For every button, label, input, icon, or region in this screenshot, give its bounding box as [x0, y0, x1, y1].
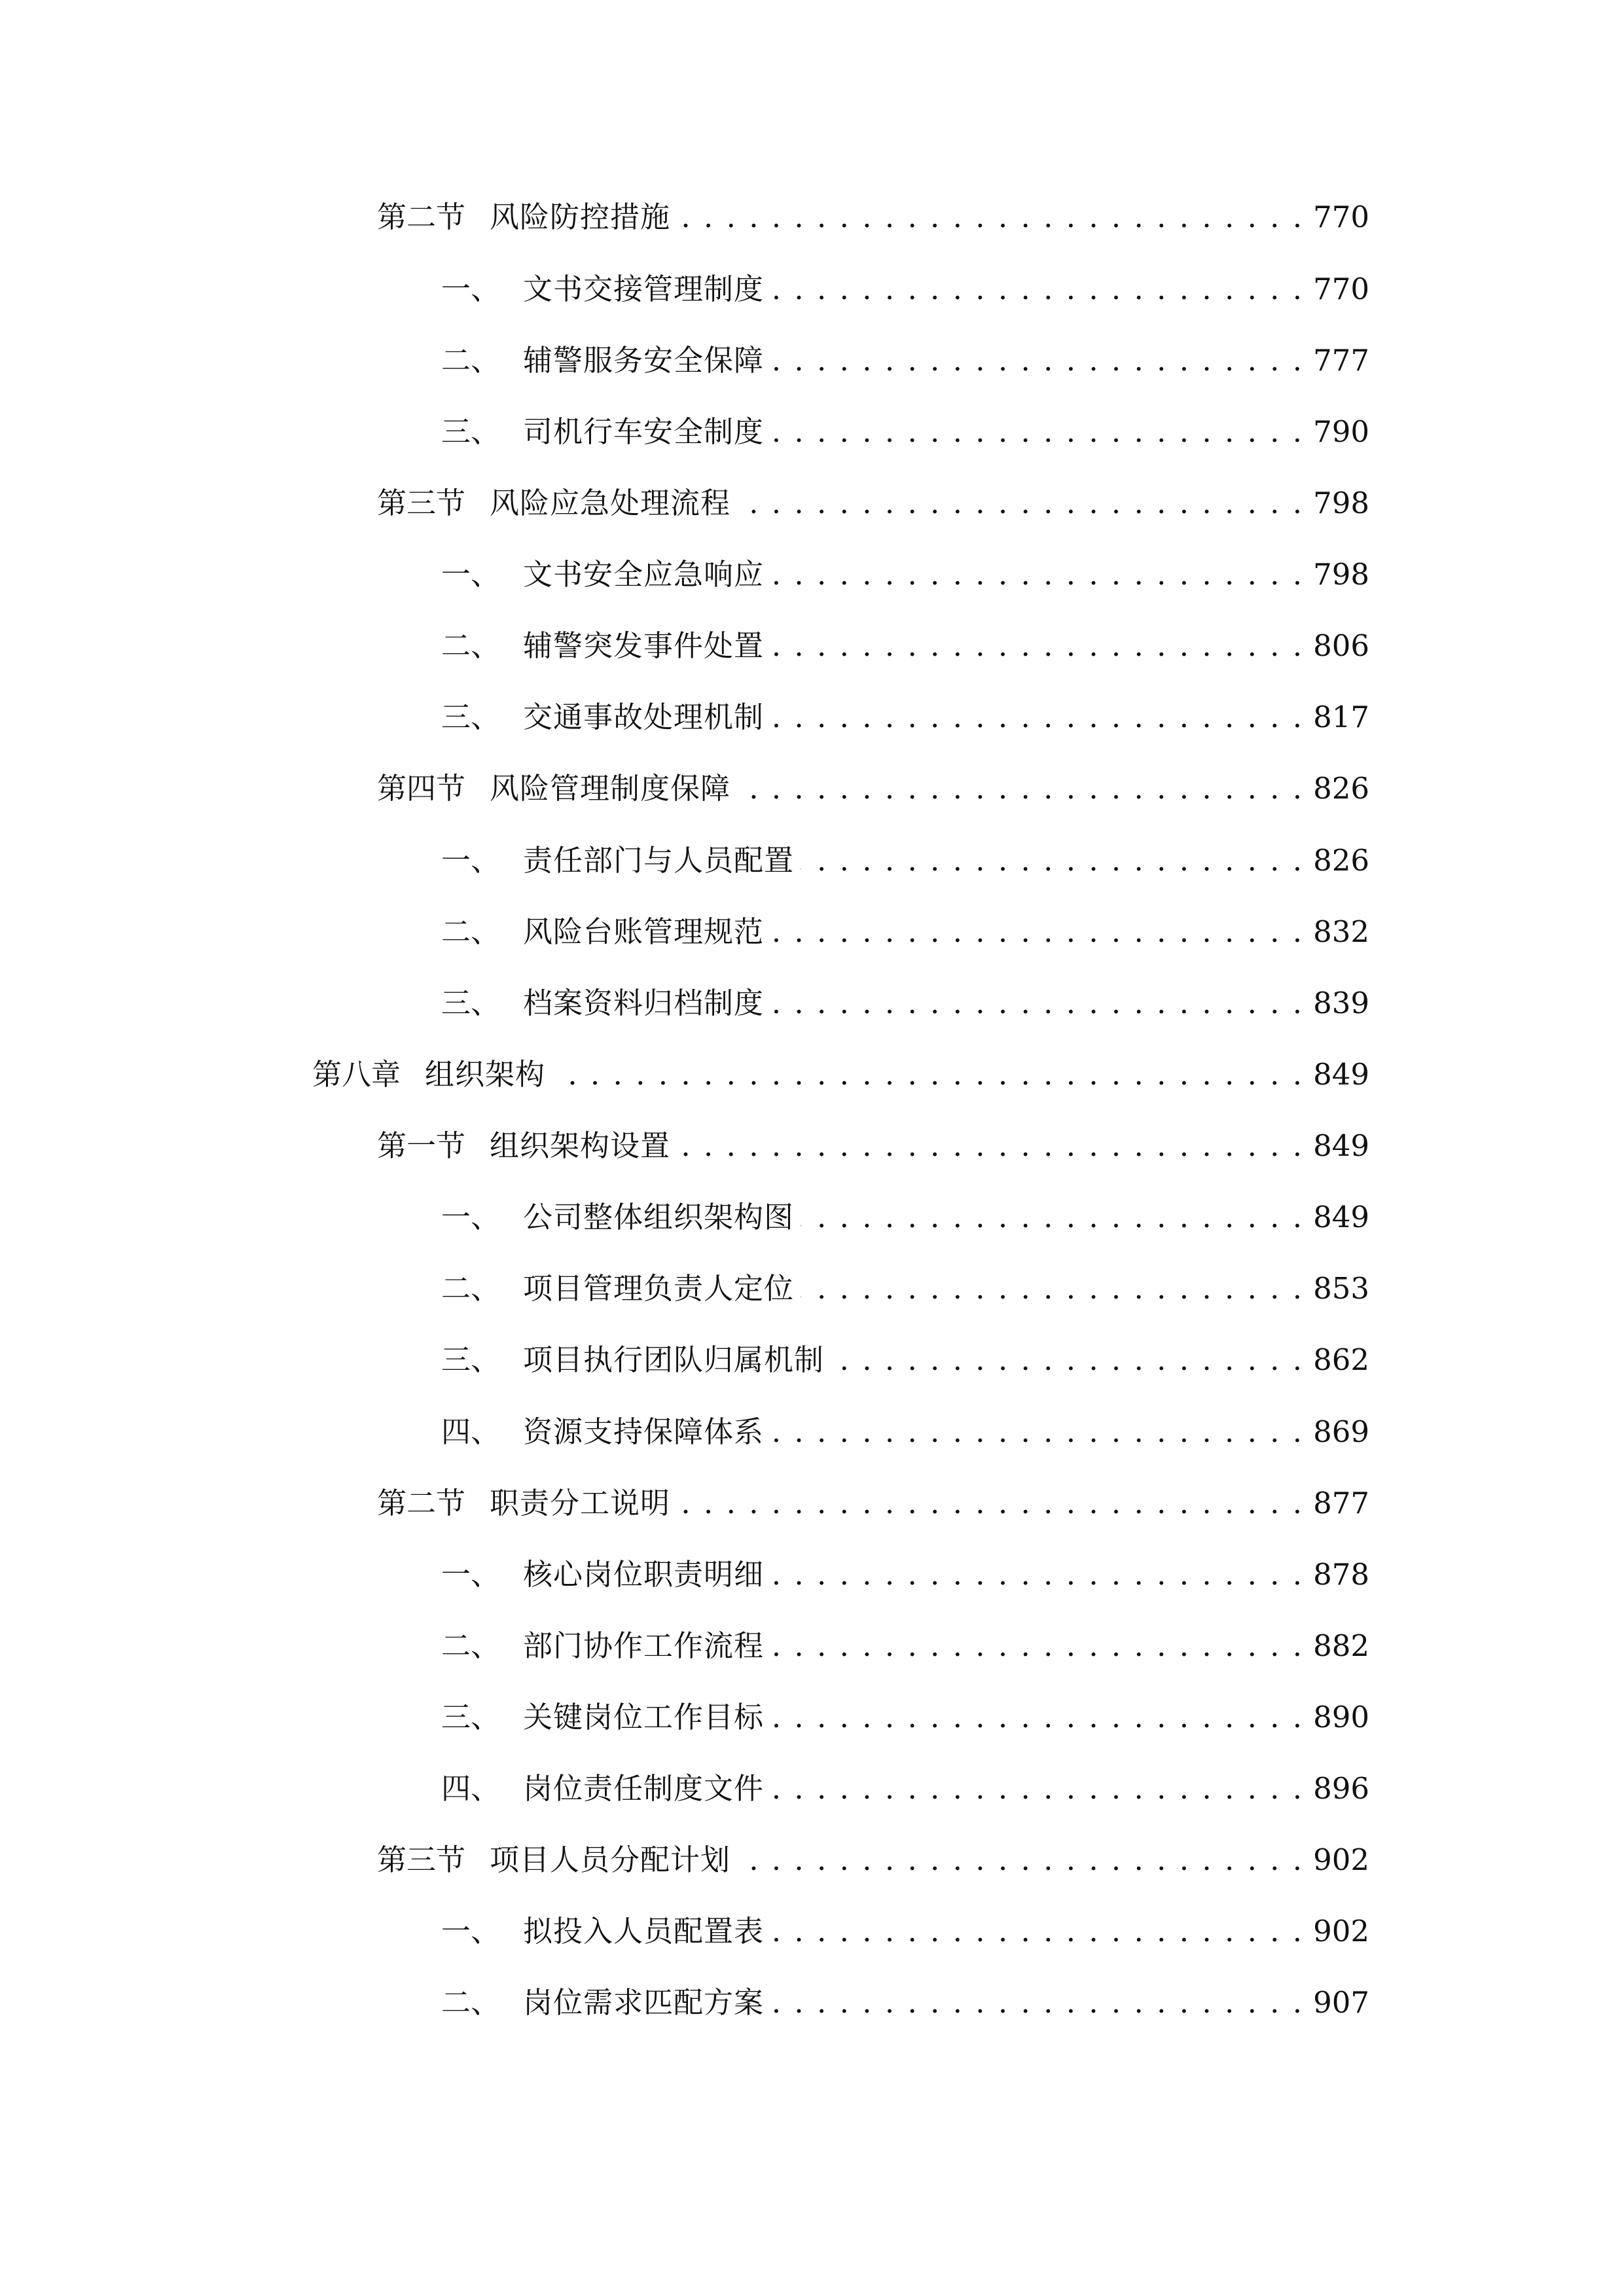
- dot-leader: [677, 1477, 1304, 1530]
- dot-leader: [737, 1834, 1304, 1886]
- toc-entry-page: 849: [1313, 1200, 1369, 1234]
- toc-entry-title: 岗位需求匹配方案: [523, 1985, 765, 2020]
- toc-entry-item[interactable]: [441, 620, 1369, 672]
- toc-entry-title: 文书安全应急响应: [523, 557, 765, 592]
- toc-entry-number: 一、: [441, 1557, 501, 1592]
- dot-leader: [770, 334, 1304, 387]
- toc-entry-item[interactable]: [441, 1620, 1369, 1672]
- dot-leader: [770, 548, 1304, 601]
- dot-leader: [770, 1763, 1304, 1815]
- toc-entry-number: 二、: [441, 343, 501, 378]
- dot-leader: [801, 1191, 1304, 1244]
- toc-entry-title: 组织架构设置: [490, 1128, 671, 1163]
- toc-entry-title: 辅警服务安全保障: [523, 343, 765, 378]
- dot-leader: [677, 1120, 1304, 1172]
- toc-entry-title: 组织架构: [425, 1057, 546, 1092]
- toc-entry-number: 第三节: [377, 486, 466, 520]
- toc-entry-page: 902: [1313, 1842, 1369, 1877]
- toc-entry-page: 849: [1313, 1057, 1369, 1092]
- toc-entry-item[interactable]: [441, 334, 1369, 387]
- dot-leader: [801, 1263, 1304, 1315]
- toc-entry-page: 907: [1313, 1985, 1369, 2020]
- toc-entry-title: 岗位责任制度文件: [523, 1771, 765, 1806]
- dot-leader: [770, 620, 1304, 672]
- dot-leader: [770, 1905, 1304, 1958]
- toc-entry-title: 核心岗位职责明细: [523, 1557, 765, 1592]
- toc-entry-title: 文书交接管理制度: [523, 272, 765, 306]
- toc-entry-page: 790: [1313, 414, 1369, 449]
- toc-entry-page: 902: [1313, 1914, 1369, 1948]
- toc-entry-number: 第一节: [377, 1128, 466, 1163]
- dot-leader: [770, 1549, 1304, 1601]
- toc-entry-number: 一、: [441, 272, 501, 306]
- toc-entry-page: 882: [1313, 1628, 1369, 1663]
- toc-entry-page: 770: [1313, 200, 1369, 234]
- toc-entry-number: 第八章: [312, 1057, 401, 1092]
- toc-entry-item[interactable]: [441, 834, 1369, 887]
- toc-entry-item[interactable]: [441, 1691, 1369, 1744]
- toc-entry-title: 责任部门与人员配置: [523, 843, 795, 878]
- toc-entry-page: 869: [1313, 1414, 1369, 1449]
- toc-entry-title: 项目执行团队归属机制: [523, 1342, 825, 1377]
- toc-entry-item[interactable]: [441, 1977, 1369, 2029]
- toc-entry-item[interactable]: [441, 906, 1369, 958]
- dot-leader: [552, 1049, 1304, 1101]
- toc-entry-number: 三、: [441, 1700, 501, 1734]
- toc-entry-section[interactable]: [377, 1834, 1369, 1886]
- toc-entry-title: 风险防控措施: [490, 200, 671, 234]
- toc-entry-number: 第二节: [377, 1486, 466, 1520]
- toc-entry-item[interactable]: [441, 406, 1369, 458]
- toc-entry-item[interactable]: [441, 1763, 1369, 1815]
- toc-entry-number: 二、: [441, 628, 501, 663]
- toc-entry-page: 806: [1313, 628, 1369, 663]
- toc-entry-number: 一、: [441, 843, 501, 878]
- dot-leader: [770, 1691, 1304, 1744]
- dot-leader: [770, 977, 1304, 1030]
- toc-entry-page: 817: [1313, 700, 1369, 734]
- dot-leader: [770, 906, 1304, 958]
- toc-entry-number: 第四节: [377, 771, 466, 806]
- toc-entry-section[interactable]: [377, 1120, 1369, 1172]
- toc-entry-item[interactable]: [441, 977, 1369, 1030]
- toc-entry-page: 832: [1313, 914, 1369, 949]
- toc-entry-title: 档案资料归档制度: [523, 986, 765, 1020]
- toc-entry-page: 878: [1313, 1557, 1369, 1592]
- toc-entry-number: 二、: [441, 914, 501, 949]
- toc-entry-number: 四、: [441, 1771, 501, 1806]
- toc-entry-title: 辅警突发事件处置: [523, 628, 765, 663]
- toc-entry-title: 关键岗位工作目标: [523, 1700, 765, 1734]
- toc-entry-title: 职责分工说明: [490, 1486, 671, 1520]
- toc-entry-title: 资源支持保障体系: [523, 1414, 765, 1449]
- toc-entry-title: 项目管理负责人定位: [523, 1271, 795, 1306]
- toc-entry-page: 826: [1313, 771, 1369, 806]
- toc-entry-page: 798: [1313, 486, 1369, 520]
- toc-entry-page: 877: [1313, 1486, 1369, 1520]
- toc-entry-page: 826: [1313, 843, 1369, 878]
- toc-entry-title: 交通事故处理机制: [523, 700, 765, 734]
- dot-leader: [831, 1334, 1304, 1386]
- toc-entry-page: 853: [1313, 1271, 1369, 1306]
- toc-entry-number: 一、: [441, 1914, 501, 1948]
- toc-entry-page: 890: [1313, 1700, 1369, 1734]
- toc-entry-number: 二、: [441, 1628, 501, 1663]
- toc-entry-title: 公司整体组织架构图: [523, 1200, 795, 1234]
- toc-entry-number: 一、: [441, 557, 501, 592]
- dot-leader: [770, 691, 1304, 744]
- toc-entry-item[interactable]: [441, 1549, 1369, 1601]
- toc-entry-page: 862: [1313, 1342, 1369, 1377]
- dot-leader: [801, 834, 1304, 887]
- toc-entry-number: 二、: [441, 1985, 501, 2020]
- toc-entry-number: 三、: [441, 414, 501, 449]
- toc-entry-page: 798: [1313, 557, 1369, 592]
- dot-leader: [770, 1620, 1304, 1672]
- toc-entry-number: 三、: [441, 700, 501, 734]
- toc-entry-title: 风险台账管理规范: [523, 914, 765, 949]
- toc-entry-item[interactable]: [441, 691, 1369, 744]
- dot-leader: [677, 191, 1304, 243]
- toc-entry-section[interactable]: [377, 762, 1369, 815]
- toc-entry-section[interactable]: [377, 1477, 1369, 1530]
- toc-entry-number: 三、: [441, 1342, 501, 1377]
- toc-entry-number: 三、: [441, 986, 501, 1020]
- toc-entry-item[interactable]: [441, 1191, 1369, 1244]
- toc-entry-item[interactable]: [441, 1406, 1369, 1458]
- toc-entry-number: 四、: [441, 1414, 501, 1449]
- toc-entry-number: 二、: [441, 1271, 501, 1306]
- toc-entry-page: 839: [1313, 986, 1369, 1020]
- toc-entry-page: 770: [1313, 272, 1369, 306]
- toc-entry-item[interactable]: [441, 548, 1369, 601]
- dot-leader: [737, 762, 1304, 815]
- dot-leader: [770, 1406, 1304, 1458]
- toc-entry-item[interactable]: [441, 1263, 1369, 1315]
- toc-entry-title: 拟投入人员配置表: [523, 1914, 765, 1948]
- toc-entry-page: 777: [1313, 343, 1369, 378]
- toc-entry-page: 849: [1313, 1128, 1369, 1163]
- dot-leader: [737, 477, 1304, 529]
- toc-entry-title: 风险管理制度保障: [490, 771, 731, 806]
- toc-entry-title: 项目人员分配计划: [490, 1842, 731, 1877]
- toc-entry-title: 风险应急处理流程: [490, 486, 731, 520]
- toc-entry-title: 部门协作工作流程: [523, 1628, 765, 1663]
- toc-entry-section[interactable]: [377, 191, 1369, 243]
- toc-entry-item[interactable]: [441, 1905, 1369, 1958]
- dot-leader: [770, 406, 1304, 458]
- toc-entry-item[interactable]: [441, 1334, 1369, 1386]
- toc-entry-page: 896: [1313, 1771, 1369, 1806]
- toc-entry-chapter[interactable]: [312, 1049, 1369, 1101]
- toc-entry-number: 第三节: [377, 1842, 466, 1877]
- toc-entry-number: 一、: [441, 1200, 501, 1234]
- dot-leader: [770, 263, 1304, 315]
- toc-entry-item[interactable]: [441, 263, 1369, 315]
- toc-entry-number: 第二节: [377, 200, 466, 234]
- toc-entry-title: 司机行车安全制度: [523, 414, 765, 449]
- toc-entry-section[interactable]: [377, 477, 1369, 529]
- dot-leader: [770, 1977, 1304, 2029]
